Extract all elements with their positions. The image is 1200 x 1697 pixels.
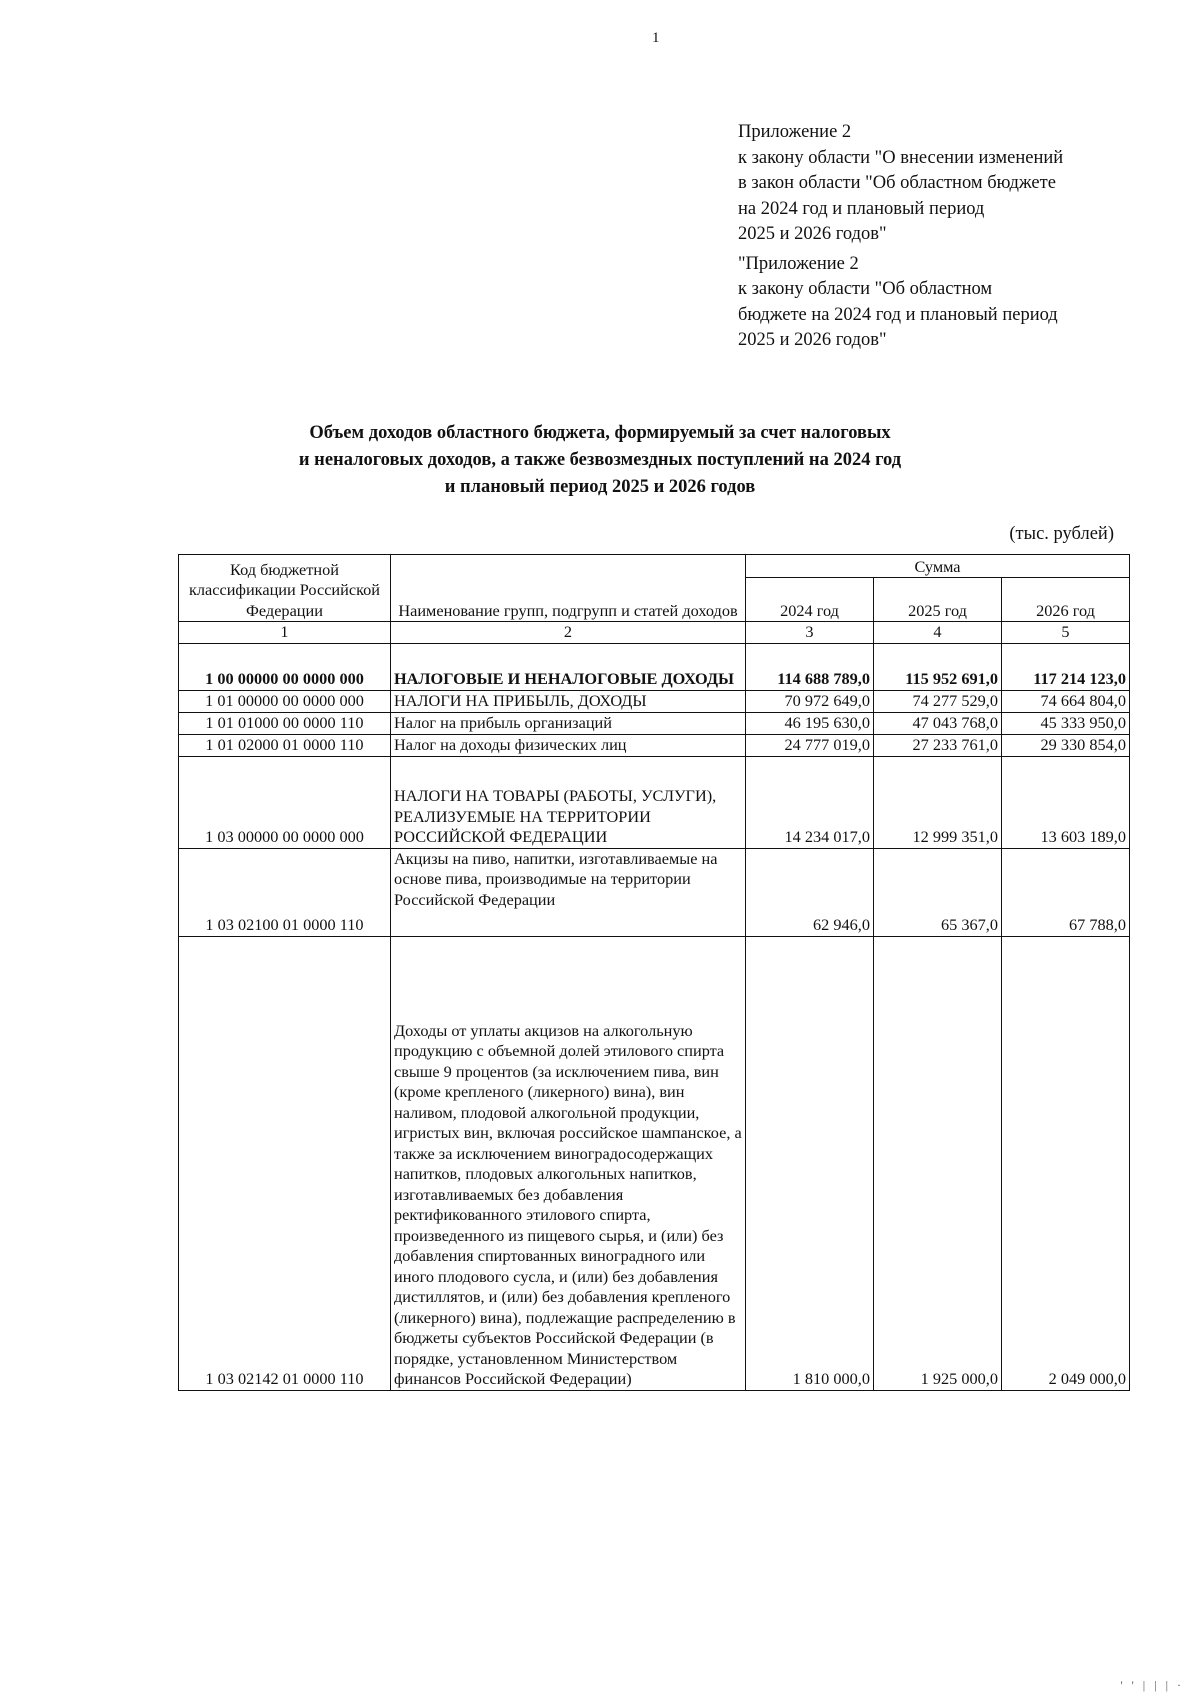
header-year-2025: 2025 год bbox=[874, 578, 1002, 622]
units-label: (тыс. рублей) bbox=[1009, 524, 1114, 544]
row-name: Акцизы на пиво, напитки, изготавливаемые на основе пива, производимые на территории Российской Федерации bbox=[391, 848, 746, 936]
row-name: Доходы от уплаты акцизов на алкогольную продукцию с объемной долей этилового спирта свыше 9 процентов (за исключением пива, вин (кроме крепленого (ликерного) вина), вин наливом, плодовой алкогольной продукции, игристых вин, включая российское шампанское, а также за исключением виноградосодержащих напитков, плодовых алкогольных напитков, изготавливаемых без добавления ректификованного этилового спирта, произведенного из пищевого сырья, и (или) без добавления спиртованных виноградного или иного плодового сусла, и (или) без добавления дистиллятов, и (или) без добавления крепленого (ликерного) вина), подлежащие распределению в бюджеты субъектов Российской Федерации (в порядке, установленном Министерством финансов Российской Федерации) bbox=[391, 936, 746, 1390]
appendix-line: к закону области "Об областном bbox=[738, 279, 993, 299]
row-value-2025: 27 233 761,0 bbox=[874, 734, 1002, 756]
table-row bbox=[179, 734, 1130, 756]
row-value-2024: 70 972 649,0 bbox=[746, 690, 874, 712]
row-name: НАЛОГИ НА ПРИБЫЛЬ, ДОХОДЫ bbox=[391, 690, 746, 712]
row-code: 1 01 02000 01 0000 110 bbox=[179, 734, 391, 756]
revenue-table bbox=[178, 554, 1130, 1391]
header-name: Наименование групп, подгрупп и статей доходов bbox=[391, 555, 746, 622]
title-line: и плановый период 2025 и 2026 годов bbox=[444, 477, 756, 497]
document-title bbox=[180, 420, 1020, 501]
row-value-2025: 74 277 529,0 bbox=[874, 690, 1002, 712]
row-value-2026: 13 603 189,0 bbox=[1002, 756, 1130, 848]
appendix-line: на 2024 год и плановый период bbox=[738, 198, 985, 219]
row-value-2024: 1 810 000,0 bbox=[746, 936, 874, 1390]
appendix-line: бюджете на 2024 год и плановый период bbox=[738, 304, 1058, 325]
row-code: 1 01 00000 00 0000 000 bbox=[179, 690, 391, 712]
row-value-2026: 74 664 804,0 bbox=[1002, 690, 1130, 712]
row-value-2025: 47 043 768,0 bbox=[874, 712, 1002, 734]
table-row bbox=[179, 643, 1130, 690]
row-name: НАЛОГОВЫЕ И НЕНАЛОГОВЫЕ ДОХОДЫ bbox=[391, 643, 746, 690]
header-year-2024: 2024 год bbox=[746, 578, 874, 622]
appendix-block bbox=[738, 120, 1158, 354]
title-line: Объем доходов областного бюджета, формируемый за счет налоговых bbox=[309, 423, 891, 443]
row-value-2026: 117 214 123,0 bbox=[1002, 643, 1130, 690]
appendix-line: 2025 и 2026 годов" bbox=[738, 224, 887, 244]
title-line: и неналоговых доходов, а также безвозмездных поступлений на 2024 год bbox=[298, 450, 902, 470]
row-name: Налог на прибыль организаций bbox=[391, 712, 746, 734]
row-value-2024: 14 234 017,0 bbox=[746, 756, 874, 848]
column-index: 5 bbox=[1002, 622, 1130, 644]
row-value-2026: 45 333 950,0 bbox=[1002, 712, 1130, 734]
table-row bbox=[179, 690, 1130, 712]
column-index: 1 bbox=[179, 622, 391, 644]
appendix-line: к закону области "О внесении изменений bbox=[738, 147, 1064, 168]
row-value-2025: 65 367,0 bbox=[874, 848, 1002, 936]
table-row bbox=[179, 712, 1130, 734]
page-number: 1 bbox=[652, 30, 660, 46]
row-value-2026: 2 049 000,0 bbox=[1002, 936, 1130, 1390]
row-value-2025: 115 952 691,0 bbox=[874, 643, 1002, 690]
appendix-line: Приложение 2 bbox=[738, 122, 852, 142]
row-value-2024: 62 946,0 bbox=[746, 848, 874, 936]
header-sum: Сумма bbox=[746, 555, 1130, 578]
header-code: Код бюджетной классификации Российской Федерации bbox=[179, 555, 391, 622]
column-index: 2 bbox=[391, 622, 746, 644]
table-row bbox=[179, 936, 1130, 1390]
row-code: 1 00 00000 00 0000 000 bbox=[179, 643, 391, 690]
row-code: 1 03 02142 01 0000 110 bbox=[179, 936, 391, 1390]
row-value-2026: 29 330 854,0 bbox=[1002, 734, 1130, 756]
row-value-2025: 1 925 000,0 bbox=[874, 936, 1002, 1390]
row-value-2024: 24 777 019,0 bbox=[746, 734, 874, 756]
scan-edge-mark: ' ' | | | · bbox=[1120, 1678, 1184, 1692]
row-value-2024: 46 195 630,0 bbox=[746, 712, 874, 734]
row-code: 1 03 00000 00 0000 000 bbox=[179, 756, 391, 848]
column-index: 4 bbox=[874, 622, 1002, 644]
appendix-line: 2025 и 2026 годов" bbox=[738, 330, 887, 350]
table-row bbox=[179, 848, 1130, 936]
row-code: 1 01 01000 00 0000 110 bbox=[179, 712, 391, 734]
row-value-2025: 12 999 351,0 bbox=[874, 756, 1002, 848]
row-value-2026: 67 788,0 bbox=[1002, 848, 1130, 936]
table-row bbox=[179, 756, 1130, 848]
row-value-2024: 114 688 789,0 bbox=[746, 643, 874, 690]
row-code: 1 03 02100 01 0000 110 bbox=[179, 848, 391, 936]
row-name: НАЛОГИ НА ТОВАРЫ (РАБОТЫ, УСЛУГИ), РЕАЛИЗУЕМЫЕ НА ТЕРРИТОРИИ РОССИЙСКОЙ ФЕДЕРАЦИИ bbox=[391, 756, 746, 848]
column-index: 3 bbox=[746, 622, 874, 644]
appendix-line: в закон области "Об областном бюджете bbox=[738, 173, 1056, 193]
appendix-line: "Приложение 2 bbox=[738, 253, 859, 274]
header-year-2026: 2026 год bbox=[1002, 578, 1130, 622]
row-name: Налог на доходы физических лиц bbox=[391, 734, 746, 756]
